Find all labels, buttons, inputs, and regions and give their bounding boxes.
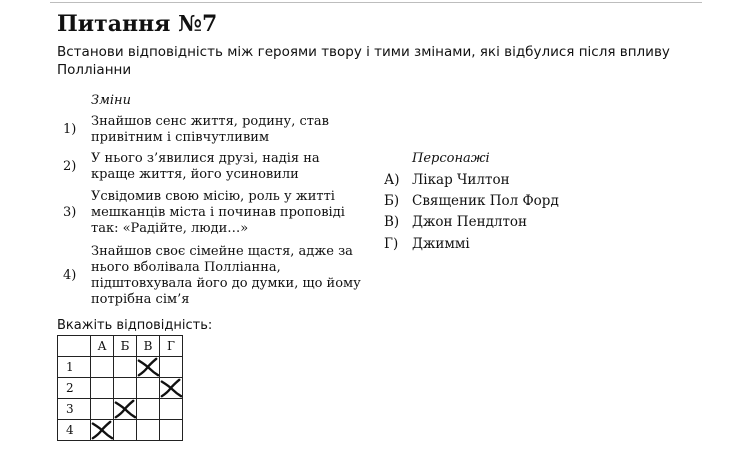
grid-cell[interactable] bbox=[137, 399, 160, 420]
character-name: Джиммі bbox=[412, 236, 470, 252]
grid-cell[interactable] bbox=[160, 420, 183, 441]
grid-cell[interactable] bbox=[114, 399, 137, 420]
change-number: 4) bbox=[63, 268, 77, 283]
changes-heading: Зміни bbox=[91, 93, 131, 108]
change-text: Усвідомив свою місію, роль у житті мешканців міста і починав проповіді так: «Радійте, люди…» bbox=[91, 189, 345, 236]
characters-heading: Персонажі bbox=[412, 151, 490, 166]
grid-corner-cell bbox=[58, 336, 91, 357]
change-item-4 bbox=[57, 244, 377, 308]
character-item-b bbox=[384, 192, 559, 210]
cross-mark-icon bbox=[137, 357, 159, 377]
grid-cell[interactable] bbox=[91, 399, 114, 420]
change-number: 1) bbox=[63, 122, 77, 137]
character-item-a bbox=[384, 171, 510, 189]
change-number: 2) bbox=[63, 159, 77, 174]
character-letter: Г) bbox=[384, 236, 399, 252]
grid-row-header: 2 bbox=[58, 378, 91, 399]
grid-row bbox=[58, 378, 183, 399]
grid-cell[interactable] bbox=[91, 378, 114, 399]
character-name: Священик Пол Форд bbox=[412, 193, 559, 209]
grid-column-header: А bbox=[91, 336, 114, 357]
character-item-v bbox=[384, 213, 527, 231]
character-letter: А) bbox=[384, 172, 400, 188]
character-name: Лікар Чилтон bbox=[412, 172, 510, 188]
change-text: Знайшов сенс життя, родину, став привітним і співчутливим bbox=[91, 114, 330, 145]
answer-label: Вкажіть відповідність: bbox=[57, 318, 213, 333]
grid-row bbox=[58, 399, 183, 420]
change-item-3 bbox=[57, 189, 377, 237]
grid-row bbox=[58, 357, 183, 378]
change-number: 3) bbox=[63, 205, 77, 220]
grid-cell[interactable] bbox=[137, 357, 160, 378]
change-item-2 bbox=[57, 151, 377, 183]
grid-cell[interactable] bbox=[91, 357, 114, 378]
cross-mark-icon bbox=[160, 378, 182, 398]
change-text: Знайшов своє сімейне щастя, адже за нього вболівала Поллiанна, підштовхувала його до думки, що йому потрібна сім’я bbox=[91, 244, 361, 307]
top-rule bbox=[50, 2, 702, 3]
grid-cell[interactable] bbox=[160, 399, 183, 420]
question-prompt: Встанови відповідність між героями твору і тими змінами, які відбулися після впливу Поллiанни bbox=[57, 44, 670, 78]
grid-row-header: 4 bbox=[58, 420, 91, 441]
cross-mark-icon bbox=[91, 420, 113, 440]
grid-column-header: В bbox=[137, 336, 160, 357]
grid-cell[interactable] bbox=[160, 378, 183, 399]
grid-cell[interactable] bbox=[114, 357, 137, 378]
change-item-1 bbox=[57, 114, 377, 146]
question-title: Питання №7 bbox=[57, 11, 218, 37]
character-letter: Б) bbox=[384, 193, 400, 209]
cross-mark-icon bbox=[114, 399, 136, 419]
character-letter: В) bbox=[384, 214, 400, 230]
answer-grid bbox=[57, 335, 183, 441]
character-item-h bbox=[384, 235, 470, 253]
grid-column-header: Б bbox=[114, 336, 137, 357]
grid-cell[interactable] bbox=[160, 357, 183, 378]
grid-row-header: 3 bbox=[58, 399, 91, 420]
character-name: Джон Пендлтон bbox=[412, 214, 528, 230]
grid-cell[interactable] bbox=[114, 420, 137, 441]
grid-row-header: 1 bbox=[58, 357, 91, 378]
grid-cell[interactable] bbox=[137, 378, 160, 399]
change-text: У нього з’явилися друзі, надія на краще життя, його усиновили bbox=[91, 151, 320, 182]
grid-cell[interactable] bbox=[114, 378, 137, 399]
grid-cell[interactable] bbox=[137, 420, 160, 441]
grid-row bbox=[58, 420, 183, 441]
grid-cell[interactable] bbox=[91, 420, 114, 441]
grid-column-header: Г bbox=[160, 336, 183, 357]
grid-header-row bbox=[58, 336, 183, 357]
